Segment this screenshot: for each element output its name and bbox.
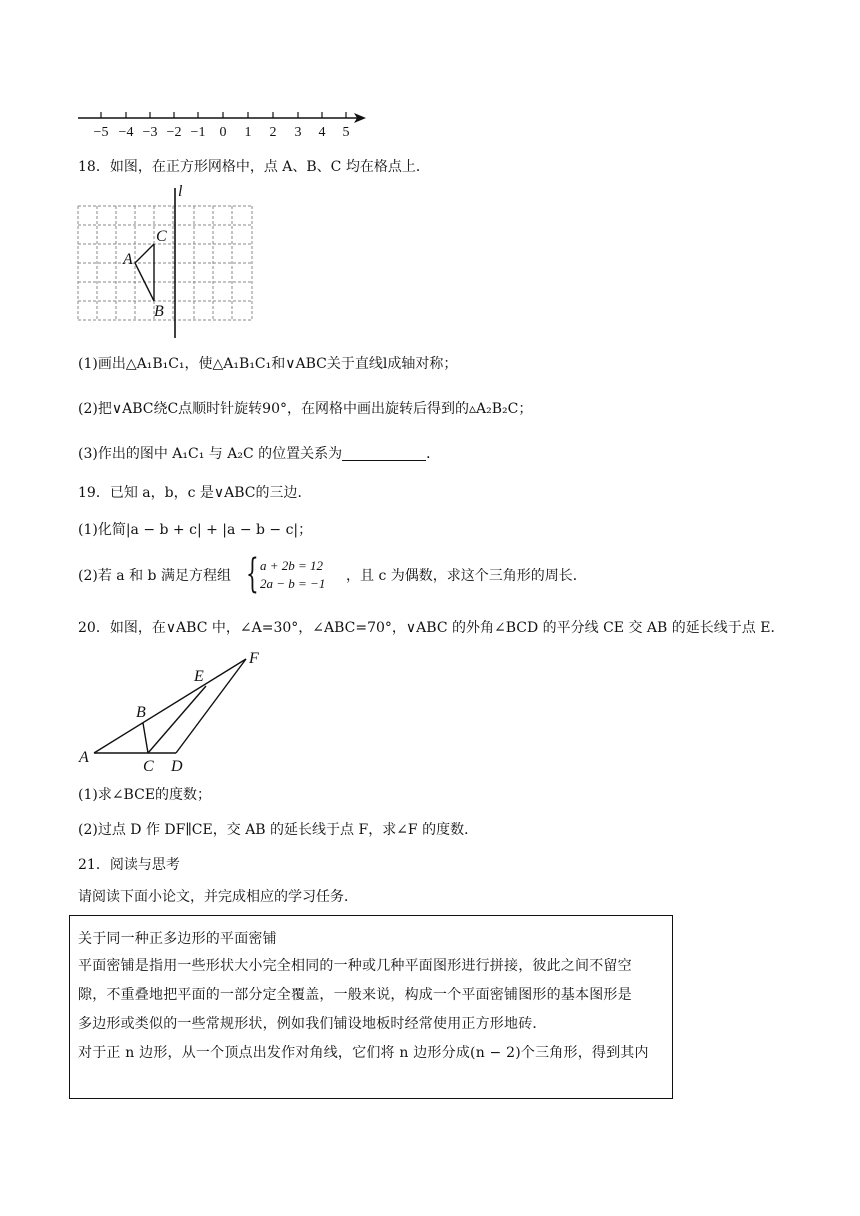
q21-stem: 21．阅读与思考	[78, 857, 180, 873]
equation-brace: {	[246, 551, 259, 597]
label-c: C	[143, 758, 154, 774]
essay-box	[69, 915, 673, 1099]
tick-label: 5	[342, 125, 350, 140]
q18-part3-text: (3)作出的图中 A₁C₁ 与 A₂C 的位置关系为	[78, 446, 343, 462]
tick-label: −2	[166, 125, 182, 140]
q18-part3-end: ．	[426, 446, 441, 462]
tick-label: 4	[318, 125, 326, 140]
q20-stem: 20．如图，在∨ABC 中，∠A=30°，∠ABC=70°，∨ABC 的外角∠BCD 的平分线 CE 交 AB 的延长线于点 E．	[78, 620, 785, 636]
label-a: A	[79, 749, 89, 766]
answer-blank	[342, 446, 426, 461]
label-b: B	[136, 704, 146, 721]
equation-1: a + 2b = 12	[260, 558, 324, 573]
q18-part3	[78, 444, 440, 464]
q21-intro: 请阅读下面小论文，并完成相应的学习任务．	[78, 889, 358, 905]
essay-line: 多边形或类似的一些常规形状，例如我们铺设地板时经常使用正方形地砖．	[78, 1016, 547, 1032]
tick-label: 2	[269, 125, 277, 140]
q18-stem: 18．如图，在正方形网格中，点 A、B、C 均在格点上．	[78, 159, 430, 175]
essay-line: 对于正 n 边形，从一个顶点出发作对角线，它们将 n 边形分成(n − 2)个三角形，得到其内	[78, 1045, 649, 1061]
q20-triangle-figure	[74, 650, 284, 774]
q20-part1: (1)求∠BCE的度数；	[78, 787, 212, 803]
q18-part1: (1)画出△A₁B₁C₁，使△A₁B₁C₁和∨ABC关于直线l成轴对称；	[78, 356, 458, 372]
q20-part2: (2)过点 D 作 DF∥CE，交 AB 的延长线于点 F，求∠F 的度数．	[78, 822, 479, 838]
point-a-label: A	[123, 251, 133, 268]
q18-grid-figure	[74, 182, 260, 342]
essay-title: 关于同一种正多边形的平面密铺	[78, 931, 277, 947]
tick-label: −5	[93, 125, 109, 140]
point-b-label: B	[154, 303, 164, 320]
q19-part2-lead: (2)若 a 和 b 满足方程组	[78, 568, 231, 584]
tick-label: 1	[244, 125, 252, 140]
number-line	[74, 106, 374, 142]
label-d: D	[171, 758, 183, 774]
q19-part2-tail: ，且 c 为偶数，求这个三角形的周长．	[346, 568, 587, 584]
q19-part1: (1)化简|a − b + c| + |a − b − c|；	[78, 522, 313, 538]
equation-system	[260, 557, 325, 593]
q19-stem: 19．已知 a，b，c 是∨ABC的三边．	[78, 485, 312, 501]
equation-2: 2a − b = −1	[260, 576, 326, 591]
essay-line: 平面密铺是指用一些形状大小完全相同的一种或几种平面图形进行拼接，彼此之间不留空	[78, 958, 632, 974]
q18-part2: (2)把∨ABC绕C点顺时针旋转90°，在网格中画出旋转后得到的▵A₂B₂C；	[78, 401, 533, 417]
label-e: E	[194, 668, 204, 685]
tick-label: −3	[142, 125, 158, 140]
label-f: F	[249, 650, 259, 667]
tick-label: 0	[219, 125, 227, 140]
essay-line: 隙，不重叠地把平面的一部分定全覆盖，一般来说，构成一个平面密铺图形的基本图形是	[78, 987, 632, 1003]
point-c-label: C	[156, 228, 167, 245]
line-l-label: l	[178, 183, 183, 200]
tick-label: −4	[118, 125, 134, 140]
tick-label: −1	[190, 125, 206, 140]
tick-label: 3	[294, 125, 302, 140]
